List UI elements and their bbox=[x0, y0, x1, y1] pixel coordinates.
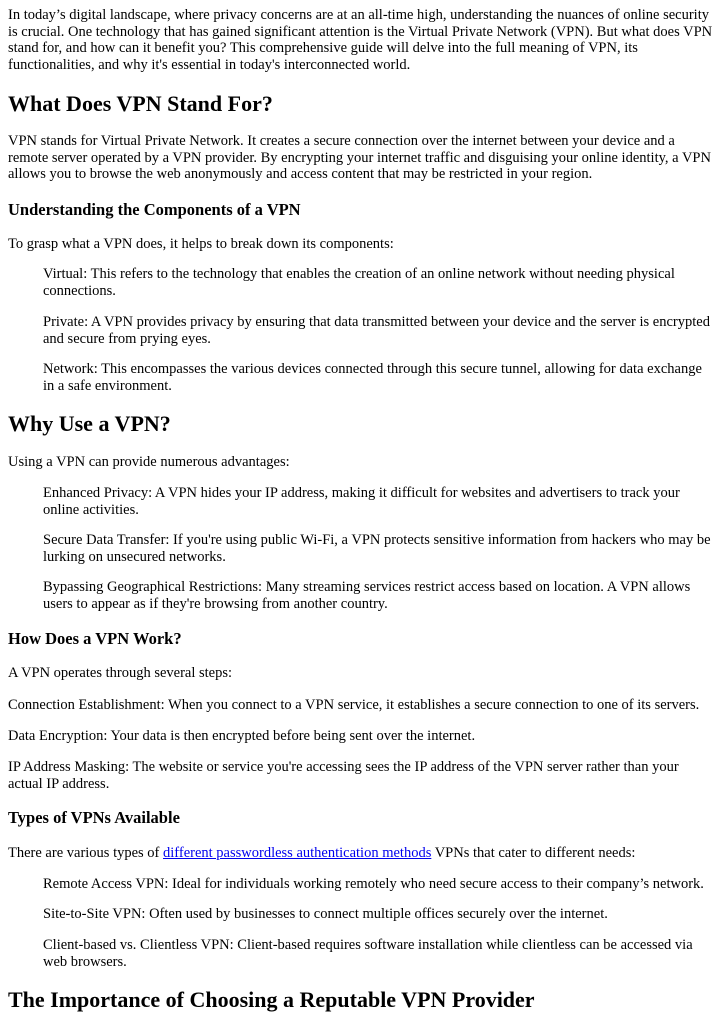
heading-importance-of-provider: The Importance of Choosing a Reputable VPN Provider bbox=[8, 987, 535, 1012]
list-item-site-to-site-vpn: Site-to-Site VPN: Often used by businesses to connect multiple offices securely over the internet. bbox=[43, 906, 608, 922]
list-item-client-based-vpn: Client-based vs. Clientless VPN: Client-based requires software installation while clientless can be accessed via web browsers. bbox=[43, 937, 693, 970]
heading-components: Understanding the Components of a VPN bbox=[8, 200, 301, 219]
list-item-bypassing-restrictions: Bypassing Geographical Restrictions: Many streaming services restrict access based on location. A VPN allows users to appear as if they're browsing from another country. bbox=[43, 579, 691, 612]
list-item-network: Network: This encompasses the various devices connected through this secure tunnel, allowing for data exchange in a safe environment. bbox=[43, 361, 702, 394]
heading-types-of-vpns: Types of VPNs Available bbox=[8, 808, 180, 827]
step-ip-address-masking: IP Address Masking: The website or service you're accessing sees the IP address of the VPN server rather than your actual IP address. bbox=[8, 759, 679, 792]
list-item-private: Private: A VPN provides privacy by ensuring that data transmitted between your device and the server is encrypted and secure from prying eyes. bbox=[43, 314, 710, 347]
types-intro-before: There are various types of bbox=[8, 845, 164, 861]
list-item-remote-access-vpn: Remote Access VPN: Ideal for individuals working remotely who need secure access to their company’s network. bbox=[43, 876, 704, 892]
list-item-virtual: Virtual: This refers to the technology that enables the creation of an online network without needing physical connections. bbox=[43, 266, 675, 299]
heading-how-vpn-works: How Does a VPN Work? bbox=[8, 629, 182, 648]
paragraph-why-intro: Using a VPN can provide numerous advantages: bbox=[8, 454, 290, 470]
list-item-secure-data-transfer: Secure Data Transfer: If you're using public Wi-Fi, a VPN protects sensitive information from hackers who may be lurking on unsecured networks. bbox=[43, 532, 711, 565]
passwordless-authentication-link[interactable]: different passwordless authentication methods bbox=[163, 845, 432, 861]
paragraph-components-intro: To grasp what a VPN does, it helps to break down its components: bbox=[8, 236, 394, 252]
step-connection-establishment: Connection Establishment: When you connect to a VPN service, it establishes a secure connection to one of its servers. bbox=[8, 697, 700, 713]
paragraph-types-intro bbox=[8, 845, 714, 862]
types-intro-after: VPNs that cater to different needs: bbox=[431, 845, 636, 861]
paragraph-vpn-definition: VPN stands for Virtual Private Network. It creates a secure connection over the internet between your device and a remote server operated by a VPN provider. By encrypting your internet traffic and disguising your online identity, a VPN allows you to browse the web anonymously and access content that may be restricted in your region. bbox=[8, 133, 711, 182]
list-item-enhanced-privacy: Enhanced Privacy: A VPN hides your IP address, making it difficult for websites and advertisers to track your online activities. bbox=[43, 485, 680, 518]
heading-what-does-vpn-stand-for: What Does VPN Stand For? bbox=[8, 91, 273, 116]
intro-paragraph: In today’s digital landscape, where privacy concerns are at an all-time high, understanding the nuances of online security is crucial. One technology that has gained significant attention is the Virtual Private Network (VPN). But what does VPN stand for, and how can it benefit you? This comprehensive guide will delve into the full meaning of VPN, its functionalities, and why it's essential in today's interconnected world. bbox=[8, 7, 713, 73]
heading-why-use-vpn: Why Use a VPN? bbox=[8, 411, 171, 436]
paragraph-how-intro: A VPN operates through several steps: bbox=[8, 665, 233, 681]
step-data-encryption: Data Encryption: Your data is then encrypted before being sent over the internet. bbox=[8, 728, 476, 744]
